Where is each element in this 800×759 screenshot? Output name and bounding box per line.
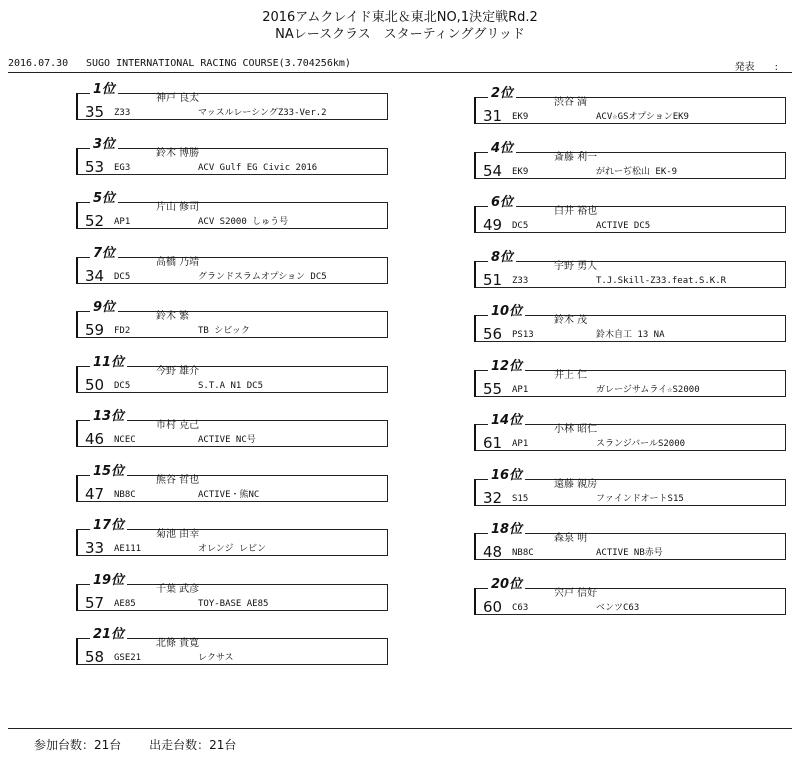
driver-name: 熊谷 哲也 (156, 474, 200, 486)
team-name: オレンジ レビン (198, 544, 266, 554)
car-number: 58 (85, 648, 105, 666)
grid-position: 5位 (90, 192, 118, 206)
driver-name: 菊池 由幸 (156, 529, 200, 540)
driver-name: 鈴木 博勝 (156, 147, 200, 159)
car-number: 60 (483, 597, 503, 616)
team-name: TB シビック (198, 326, 250, 336)
car-number: 52 (85, 212, 105, 230)
team-name: T.J.Skill-Z33.feat.S.K.R (596, 275, 727, 286)
driver-name: 遠藤 親房 (554, 478, 598, 490)
grid-position: 19位 (90, 574, 127, 588)
driver-name: 千葉 武彦 (156, 583, 200, 595)
car-number: 31 (483, 107, 503, 125)
car-model: AP1 (114, 217, 131, 227)
driver-name: 白井 裕也 (554, 206, 598, 217)
team-name: がれーぢ松山 EK-9 (596, 166, 678, 177)
car-number: 34 (85, 266, 105, 285)
car-model: EG3 (114, 162, 131, 173)
grid-position: 20位 (488, 578, 525, 592)
grid-position: 17位 (90, 519, 127, 533)
driver-name: 鈴木 茂 (554, 315, 588, 326)
driver-name: 森泉 明 (554, 533, 588, 544)
published-label: 発表 : (734, 62, 778, 73)
grid-position: 11位 (90, 356, 127, 370)
team-name: ACTIVE・熊NC (198, 489, 260, 500)
grid-position: 13位 (90, 410, 127, 424)
grid-entry (474, 413, 786, 452)
car-number: 57 (85, 593, 105, 612)
car-model: AP1 (512, 384, 529, 395)
document-title: 2016アムクレイド東北＆東北NO,1決定戦Rd.2 (262, 10, 538, 25)
driver-name: 今野 雄介 (156, 365, 200, 377)
footer-divider (8, 728, 792, 729)
grid-entry (76, 627, 388, 666)
grid-entry (76, 572, 388, 612)
circuit-name: SUGO INTERNATIONAL RACING COURSE(3.704256km) (86, 58, 351, 69)
grid-entry (474, 304, 786, 343)
car-number: 54 (483, 161, 503, 180)
driver-name: 高橋 乃靖 (156, 256, 200, 268)
grid-position: 14位 (488, 414, 525, 428)
grid-entry (474, 522, 786, 561)
grid-position: 15位 (90, 465, 127, 479)
grid-position: 16位 (488, 469, 525, 483)
car-model: S15 (512, 493, 529, 504)
car-number: 46 (85, 430, 105, 448)
grid-entry (474, 467, 786, 507)
grid-position: 1位 (90, 83, 118, 97)
grid-position: 7位 (90, 247, 118, 261)
driver-name: 宇野 勇人 (554, 260, 598, 272)
team-name: 鈴木自工 13 NA (596, 330, 665, 340)
car-model: EK9 (512, 112, 529, 122)
grid-entry (76, 82, 388, 121)
driver-name: 斎藤 利一 (554, 151, 598, 163)
car-model: FD2 (114, 326, 131, 336)
team-name: ACTIVE DC5 (596, 221, 651, 231)
team-name: ACV S2000 しゅう号 (198, 217, 289, 227)
grid-entry (474, 86, 786, 125)
car-number: 47 (85, 484, 105, 503)
car-number: 61 (483, 434, 503, 452)
driver-name: 渋谷 満 (554, 97, 588, 108)
footer (34, 736, 260, 753)
team-name: スランジバールS2000 (596, 439, 686, 449)
grid-entry (474, 576, 786, 616)
car-model: PS13 (512, 330, 534, 340)
grid-entry (76, 409, 388, 448)
car-model: DC5 (114, 380, 131, 391)
driver-name: 神戸 良太 (156, 93, 200, 104)
car-number: 50 (85, 375, 105, 394)
grid-position: 2位 (488, 87, 516, 101)
driver-name: 鈴木 繁 (156, 311, 190, 322)
car-model: DC5 (114, 271, 131, 282)
entrant-count: 参加台数：21台 (34, 738, 122, 752)
event-date: 2016.07.30 (8, 58, 69, 69)
grid-entry (474, 249, 786, 289)
driver-name: 市村 克己 (156, 420, 200, 431)
grid-position: 10位 (488, 305, 525, 319)
car-model: NCEC (114, 435, 136, 445)
driver-name: 宍戸 信好 (554, 587, 598, 599)
team-name: ベンツC63 (596, 602, 640, 613)
car-number: 55 (483, 379, 503, 398)
car-model: EK9 (512, 166, 529, 177)
car-number: 35 (85, 103, 105, 121)
grid-entry (76, 354, 388, 394)
grid-entry (76, 136, 388, 176)
grid-position: 6位 (488, 196, 516, 210)
team-name: ACV Gulf EG Civic 2016 (198, 162, 318, 173)
car-number: 32 (483, 488, 503, 507)
grid-entry (474, 195, 786, 234)
team-name: ガレージサムライ☆S2000 (596, 384, 700, 395)
team-name: レクサス (198, 653, 234, 663)
team-name: TOY-BASE AE85 (198, 598, 269, 609)
grid-entry (474, 358, 786, 398)
team-name: ファインドオートS15 (596, 493, 684, 504)
team-name: ACTIVE NB赤号 (596, 548, 663, 558)
car-model: AP1 (512, 439, 529, 449)
grid-entry (76, 245, 388, 285)
document-subtitle: NAレースクラス スターティンググリッド (275, 27, 525, 42)
car-model: Z33 (114, 108, 131, 118)
grid-entry (76, 300, 388, 339)
grid-entry (76, 191, 388, 230)
grid-position: 21位 (90, 628, 127, 642)
car-model: GSE21 (114, 653, 142, 663)
team-name: グランドスラムオプション DC5 (198, 271, 327, 282)
car-number: 53 (85, 157, 105, 176)
starter-count: 出走台数：21台 (149, 738, 237, 752)
driver-name: 片山 修司 (156, 202, 200, 213)
car-model: AE85 (114, 598, 136, 609)
car-model: NB8C (114, 489, 136, 500)
grid-entry (76, 518, 388, 557)
info-line (8, 58, 792, 72)
team-name: ACV☆GSオプションEK9 (596, 112, 689, 122)
team-name: マッスルレーシングZ33-Ver.2 (198, 108, 327, 118)
header-divider (8, 72, 792, 73)
grid-position: 8位 (488, 251, 516, 265)
grid-position: 3位 (90, 138, 118, 152)
car-model: NB8C (512, 548, 534, 558)
car-number: 48 (483, 543, 503, 561)
grid-entry (474, 140, 786, 180)
team-name: S.T.A N1 DC5 (198, 380, 264, 391)
car-number: 49 (483, 216, 503, 234)
car-number: 56 (483, 325, 503, 343)
car-model: DC5 (512, 221, 529, 231)
car-number: 51 (483, 270, 503, 289)
car-model: AE111 (114, 544, 142, 554)
grid-position: 12位 (488, 360, 525, 374)
driver-name: 小林 昭仁 (554, 424, 598, 435)
grid-position: 4位 (488, 142, 516, 156)
grid-entry (76, 463, 388, 503)
car-model: C63 (512, 602, 529, 613)
grid-position: 18位 (488, 523, 525, 537)
driver-name: 北條 貴寛 (156, 638, 200, 649)
grid-position: 9位 (90, 301, 118, 315)
driver-name: 井上 仁 (554, 369, 588, 381)
team-name: ACTIVE NC号 (198, 435, 256, 445)
car-number: 59 (85, 321, 105, 339)
car-model: Z33 (512, 275, 529, 286)
car-number: 33 (85, 539, 105, 557)
